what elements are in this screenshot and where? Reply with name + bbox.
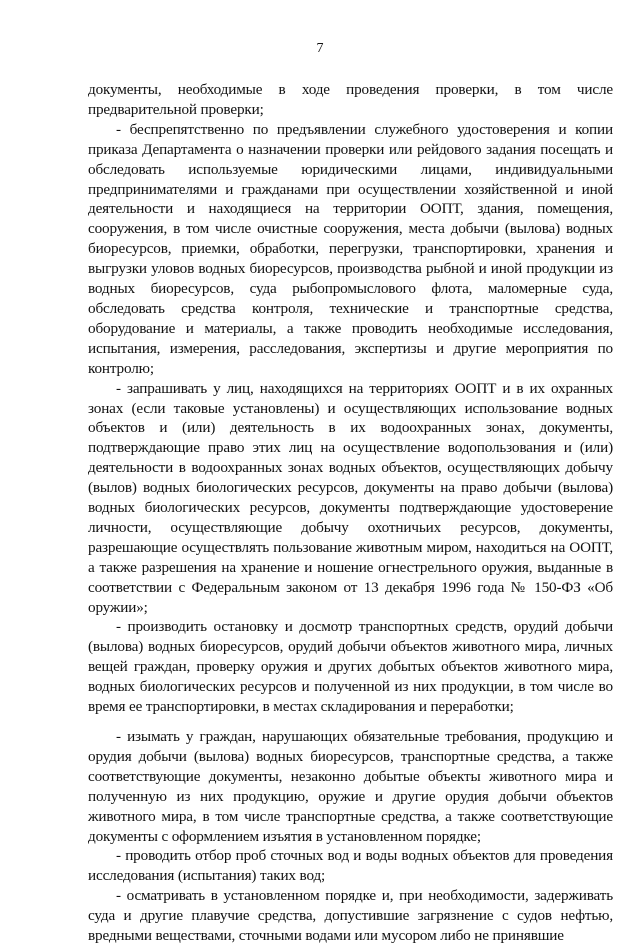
paragraph: - изымать у граждан, нарушающих обязательные требования, продукцию и орудия добычи (вылова) водных биоресурсов, транспортные средства, а также соответствующие документы, незаконно добытые объекты животного мира и полученную из них продукцию, оружие и другие орудия добычи объектов животного мира, в том числе транспортные средства, а также соответствующие документы с оформлением изъятия в установленном порядке; <box>88 728 613 845</box>
paragraph: - беспрепятственно по предъявлении служебного удостоверения и копии приказа Департамента о назначении проверки или рейдового задания посещать и обследовать используемые юридическими лицами, индивидуальными предпринимателями и гражданами при осуществлении хозяйственной и иной деятельности и находящиеся на территории ООПТ, здания, помещения, сооружения, в том числе очистные сооружения, места добычи (вылова) водных биоресурсов, приемки, обработки, перегрузки, транспортировки, хранения и выгрузки уловов водных биоресурсов, производства рыбной и иной продукции из водных биоресурсов, суда рыбопромыслового флота, маломерные суда, обследовать средства контроля, технические и транспортные средства, оборудование и материалы, а также проводить необходимые исследования, испытания, измерения, расследования, экспертизы и другие мероприятия по контролю; <box>88 120 613 377</box>
paragraph: - осматривать в установленном порядке и, при необходимости, задерживать суда и другие плавучие средства, допустившие загрязнение с судов нефтью, вредными веществами, сточными водами или мусором либо не принявшие <box>88 887 613 945</box>
page-number: 7 <box>316 41 324 56</box>
paragraph: - запрашивать у лиц, находящихся на территориях ООПТ и в их охранных зонах (если таковые установлены) и осуществляющих использование водных объектов и (или) деятельность в их водоохранных зонах, документы, подтверждающие право этих лиц на осуществление водопользования и (или) деятельности в водоохранных зонах водных объектов, осуществляющих добычу (вылов) водных биологических ресурсов, документы на право добычи (вылова) водных биологических ресурсов, документы подтверждающие удостоверение личности, осуществляющие добычу охотничьих ресурсов, документы, разрешающие осуществлять пользование животным миром, находиться на ООПТ, а также разрешения на хранение и ношение огнестрельного оружия, выданные в соответствии с Федеральным законом от 13 декабря 1996 года № 150-ФЗ «Об оружии»; <box>88 379 613 616</box>
document-body <box>88 80 613 946</box>
paragraph: - проводить отбор проб сточных вод и воды водных объектов для проведения исследования (испытания) таких вод; <box>88 847 613 885</box>
paragraph: - производить остановку и досмотр транспортных средств, орудий добычи (вылова) водных биоресурсов, орудий добычи объектов животного мира, личных вещей граждан, проверку оружия и других добытых объектов животного мира, водных биологических ресурсов и полученной из них продукции, в том числе во время ее транспортировки, в местах складирования и переработки; <box>88 618 613 716</box>
paragraph: документы, необходимые в ходе проведения проверки, в том числе предварительной проверки; <box>88 81 613 118</box>
